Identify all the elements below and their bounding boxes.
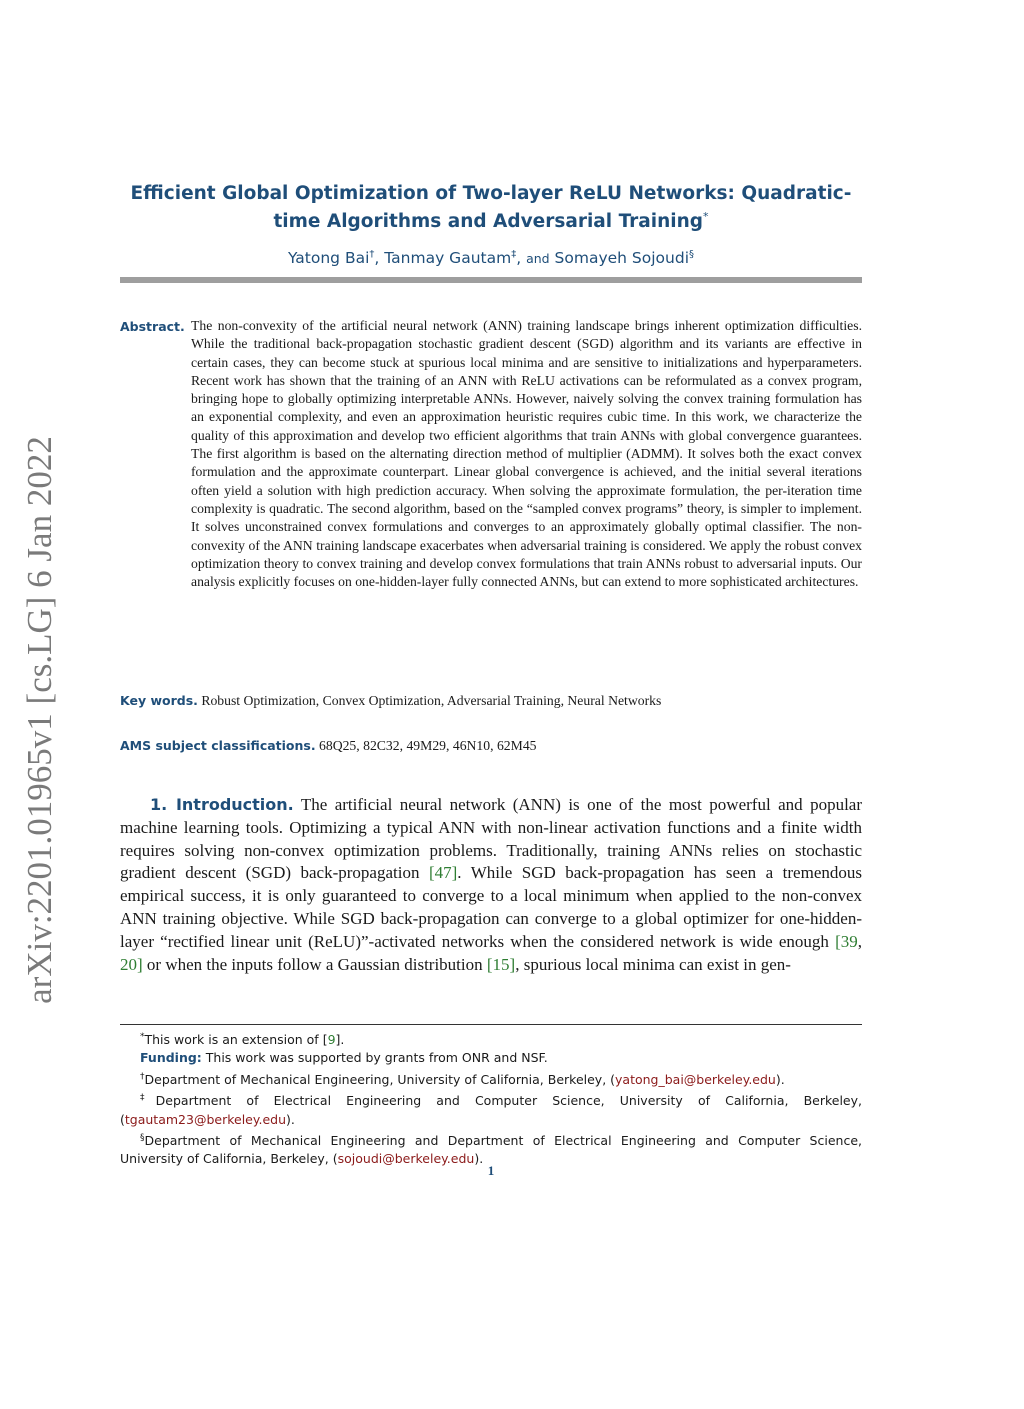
footnote-funding: [120, 1049, 862, 1067]
abstract-section: [120, 317, 862, 591]
footnote-punctuation: ).: [286, 1111, 295, 1127]
citation-link[interactable]: [47]: [428, 863, 458, 883]
section-heading-introduction: 1. Introduction.: [150, 795, 294, 814]
footnote-affiliation: [120, 1089, 862, 1129]
funding-text: This work was supported by grants from ONR and NSF.: [205, 1050, 548, 1066]
author-name: Yatong Bai: [287, 249, 370, 268]
abstract-label: Abstract.: [120, 319, 185, 334]
footnote-mark: †: [140, 1071, 145, 1082]
author-separator: ,: [374, 249, 380, 268]
author-affiliation-mark: ‡: [511, 249, 517, 260]
author-separator: ,: [516, 249, 522, 268]
ams-label: AMS subject classifications.: [120, 738, 316, 753]
author-affiliation-mark: §: [689, 249, 695, 260]
author-conjunction: and: [526, 251, 550, 267]
title-footnote-mark: *: [703, 210, 709, 223]
paper-title-text: Efficient Global Optimization of Two-layer ReLU Networks: Quadratic-time Algorithms and Adversarial Training: [130, 183, 852, 233]
footnote-divider: [120, 1024, 862, 1025]
footnote-mark: ‡: [140, 1093, 156, 1104]
keywords-text: Robust Optimization, Convex Optimization, Adversarial Training, Neural Networks: [201, 693, 662, 708]
page-number: 1: [487, 1163, 495, 1178]
citation-link[interactable]: 9: [327, 1032, 336, 1048]
footnote-mark: *: [140, 1032, 145, 1042]
citation-bracket: [: [835, 931, 841, 951]
footnote-mark: §: [140, 1132, 145, 1143]
email-link[interactable]: yatong_bai@berkeley.edu: [615, 1071, 776, 1087]
arxiv-identifier-stamp: arXiv:2201.01965v1 [cs.LG] 6 Jan 2022: [20, 436, 59, 1004]
footnote-text: Department of Electrical Engineering and Computer Science, University of California, Berkeley, (: [120, 1093, 862, 1127]
author-name: Somayeh Sojoudi: [554, 249, 690, 268]
ams-classifications-line: [120, 737, 862, 755]
keywords-line: [120, 692, 862, 710]
paper-title: [120, 182, 862, 233]
ams-codes: 68Q25, 82C32, 49M29, 46N10, 62M45: [319, 738, 537, 753]
funding-label: Funding:: [140, 1050, 202, 1066]
footnote-text: Department of Mechanical Engineering and Department of Electrical Engineering and Computer Science, University of California, Berkeley, (: [120, 1133, 862, 1167]
citation-separator: ,: [857, 931, 862, 951]
intro-text: . While SGD back-propagation has seen a tremendous empirical success, it is only guaranteed to converge to a local minimum when applied to the non-convex ANN training objective. While SGD back-propagation can converge to a global optimizer for one-hidden-layer “rectified linear unit (ReLU)”-activated networks when the considered network is wide enough: [120, 863, 862, 951]
intro-text: The artificial neural network (ANN) is one of the most powerful and popular machine learning tools. Optimizing a typical ANN with non-linear activation functions and a finite width requires solving non-convex optimization problems. Traditionally, training ANNs relies on stochastic gradient descent (SGD) back-propagation: [120, 795, 862, 883]
citation-bracket: [: [322, 1032, 328, 1048]
title-divider: [120, 277, 862, 283]
footnote-text: This work is an extension of: [144, 1032, 323, 1048]
author-list: [120, 244, 862, 270]
citation-bracket: ].: [335, 1032, 345, 1048]
footnotes: [120, 1028, 862, 1169]
keywords-label: Key words.: [120, 693, 198, 708]
email-link[interactable]: sojoudi@berkeley.edu: [337, 1151, 475, 1167]
author-name: Tanmay Gautam: [384, 249, 512, 268]
citation-link[interactable]: [15]: [486, 954, 516, 974]
abstract-text: The non-convexity of the artificial neural network (ANN) training landscape brings inherent optimization difficulties. While the traditional back-propagation stochastic gradient descent (SGD) algorithm and its variants are effective in certain cases, they can become stuck at spurious local minima and are sensitive to initializations and hyperparameters. Recent work has shown that the training of an ANN with ReLU activations can be reformulated as a convex program, bringing hope to globally optimizing interpretable ANNs. However, naively solving the convex training formulation has an exponential complexity, and even an approximation heuristic requires cubic time. In this work, we characterize the quality of this approximation and develop two efficient algorithms that train ANNs with global convergence guarantees. The first algorithm is based on the alternating direction method of multiplier (ADMM). It solves both the exact convex formulation and the approximate counterpart. Linear global convergence is achieved, and the initial several iterations often yield a solution with high prediction accuracy. When solving the approximate formulation, the per-iteration time complexity is quadratic. The second algorithm, based on the “sampled convex programs” theory, is simpler to implement. It solves unconstrained convex formulations and converges to an approximately globally optimal classifier. The non-convexity of the ANN training landscape exacerbates when adversarial training is considered. We apply the robust convex optimization theory to convex training and develop convex formulations that train ANNs robust to adversarial inputs. Our analysis explicitly focuses on one-hidden-layer fully connected ANNs, but can extend to more sophisticated architectures.: [191, 318, 862, 590]
footnote-punctuation: ).: [775, 1071, 785, 1087]
footnote-punctuation: ).: [474, 1151, 484, 1167]
citation-link[interactable]: 39: [840, 931, 858, 951]
citation-link[interactable]: 20: [120, 954, 137, 974]
email-link[interactable]: tgautam23@berkeley.edu: [124, 1111, 286, 1127]
introduction-paragraph: [120, 794, 862, 976]
footnote-text: Department of Mechanical Engineering, University of California, Berkeley, (: [144, 1071, 616, 1087]
footnote-extension: [120, 1028, 862, 1049]
footnote-affiliation: [120, 1068, 862, 1089]
author-affiliation-mark: †: [369, 249, 375, 260]
intro-text: or when the inputs follow a Gaussian distribution: [142, 954, 487, 974]
citation-bracket: ]: [137, 954, 143, 974]
intro-text: , spurious local minima can exist in gen-: [515, 954, 791, 974]
